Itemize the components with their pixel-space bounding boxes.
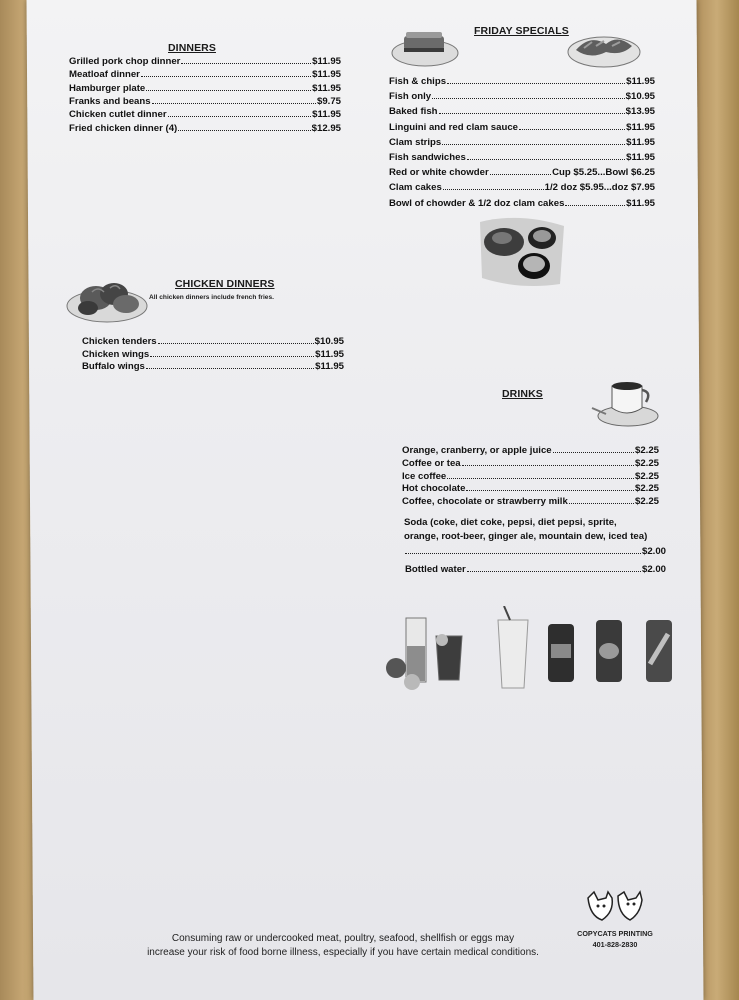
chicken-item-name: Chicken wings [82, 348, 150, 360]
chicken-item-row [82, 348, 344, 360]
cat-logo-icon [584, 890, 646, 926]
dinner-item-row [69, 122, 341, 134]
friday-item-price: $11.95 [626, 197, 655, 209]
dinners-title: DINNERS [168, 42, 216, 54]
drink-item-price: $2.25 [634, 445, 659, 456]
friday-item-price: $10.95 [625, 91, 655, 103]
soda-price-row [404, 545, 666, 557]
friday-item-row [389, 90, 655, 102]
drinks-row-icon [386, 606, 678, 692]
friday-item-name: Fish only [389, 91, 432, 103]
dinner-item-name: Fried chicken dinner (4) [69, 122, 178, 134]
friday-item-row [389, 181, 655, 193]
dinner-item-name: Meatloaf dinner [69, 69, 140, 81]
friday-item-price: $11.95 [626, 121, 655, 133]
dinner-item-row [69, 55, 341, 67]
friday-item-price: $11.95 [626, 136, 655, 148]
drink-item-row [402, 470, 659, 482]
friday-item-name: Fish & chips [389, 76, 447, 87]
dinner-item-row [69, 82, 341, 94]
dinner-item-price: $11.95 [312, 56, 341, 67]
friday-item-row [389, 151, 655, 163]
friday-item-name: Red or white chowder [389, 167, 489, 179]
friday-item-price: 1/2 doz $5.95...doz $7.95 [544, 182, 655, 194]
drink-item-row [402, 444, 659, 456]
soda-line-1: Soda (coke, diet coke, pepsi, diet pepsi, sprite, [404, 517, 617, 528]
friday-item-row [389, 136, 655, 148]
dinner-item-row [69, 68, 341, 80]
friday-item-row [389, 166, 655, 178]
chicken-item-price: $11.95 [315, 348, 344, 360]
chicken-note: All chicken dinners include french fries. [149, 294, 274, 301]
drink-item-price: $2.25 [634, 483, 659, 495]
dinner-item-price: $12.95 [311, 122, 341, 134]
drinks-title: DRINKS [502, 388, 543, 400]
dinner-item-price: $9.75 [316, 95, 341, 107]
drink-item-price: $2.25 [634, 470, 659, 482]
friday-item-row [389, 105, 655, 117]
drink-item-row [402, 457, 659, 469]
health-warning-line-1: Consuming raw or undercooked meat, poultry, seafood, shellfish or eggs may [171, 933, 515, 944]
fish-platter-icon [566, 24, 642, 70]
dinner-item-price: $11.95 [312, 109, 341, 121]
friday-item-name: Linguini and red clam sauce [389, 121, 519, 133]
dinner-item-name: Franks and beans [69, 95, 151, 107]
friday-item-name: Baked fish [389, 106, 438, 118]
chicken-item-price: $10.95 [314, 336, 344, 347]
chicken-item-row [82, 360, 344, 372]
dinner-item-name: Grilled pork chop dinner [69, 56, 181, 67]
printer-credit [572, 928, 658, 950]
water-name: Bottled water [405, 564, 466, 575]
water-price: $2.00 [641, 564, 666, 575]
dinner-item-name: Chicken cutlet dinner [69, 109, 167, 121]
friday-item-price: Cup $5.25...Bowl $6.25 [552, 167, 655, 179]
drink-item-name: Coffee or tea [402, 457, 461, 469]
drink-item-row [402, 495, 659, 507]
friday-item-row [389, 75, 655, 87]
health-warning [108, 932, 578, 960]
friday-item-name: Clam cakes [389, 182, 442, 194]
drink-item-row [402, 482, 659, 494]
chicken-item-price: $11.95 [315, 361, 344, 372]
dinner-item-row [69, 108, 341, 120]
dinner-item-name: Hamburger plate [69, 82, 146, 94]
health-warning-line-2: increase your risk of food borne illness, especially if you have certain medical conditions. [147, 947, 539, 958]
friday-item-row [389, 197, 655, 209]
water-row [405, 563, 666, 575]
friday-item-price: $13.95 [625, 106, 655, 118]
chowder-clamcakes-icon [476, 212, 568, 288]
chicken-item-name: Buffalo wings [82, 361, 145, 372]
dinner-item-price: $11.95 [312, 69, 341, 81]
printer-name: COPYCATS PRINTING [577, 929, 653, 938]
dinner-item-row [69, 95, 341, 107]
printer-phone: 401-828-2830 [592, 940, 638, 949]
friday-item-row [389, 121, 655, 133]
coffee-cup-icon [588, 374, 660, 432]
chicken-title: CHICKEN DINNERS [175, 278, 275, 290]
drink-item-name: Orange, cranberry, or apple juice [402, 445, 552, 456]
sandwich-icon [390, 26, 460, 68]
drink-item-price: $2.25 [634, 496, 659, 508]
soda-price: $2.00 [641, 546, 666, 557]
fried-chicken-icon [66, 268, 148, 324]
friday-item-name: Bowl of chowder & 1/2 doz clam cakes [389, 197, 565, 209]
friday-item-price: $11.95 [626, 76, 655, 87]
chicken-item-row [82, 335, 344, 347]
drink-item-name: Hot chocolate [402, 483, 466, 495]
friday-item-name: Fish sandwiches [389, 152, 466, 163]
friday-title: FRIDAY SPECIALS [474, 25, 569, 37]
drink-item-name: Ice coffee [402, 470, 447, 482]
drink-item-name: Coffee, chocolate or strawberry milk [402, 496, 568, 508]
chicken-item-name: Chicken tenders [82, 336, 157, 347]
drink-item-price: $2.25 [634, 457, 659, 469]
dinner-item-price: $11.95 [312, 82, 341, 94]
friday-item-price: $11.95 [626, 152, 655, 163]
friday-item-name: Clam strips [389, 136, 442, 148]
soda-line-2: orange, root-beer, ginger ale, mountain dew, iced tea) [404, 531, 648, 542]
